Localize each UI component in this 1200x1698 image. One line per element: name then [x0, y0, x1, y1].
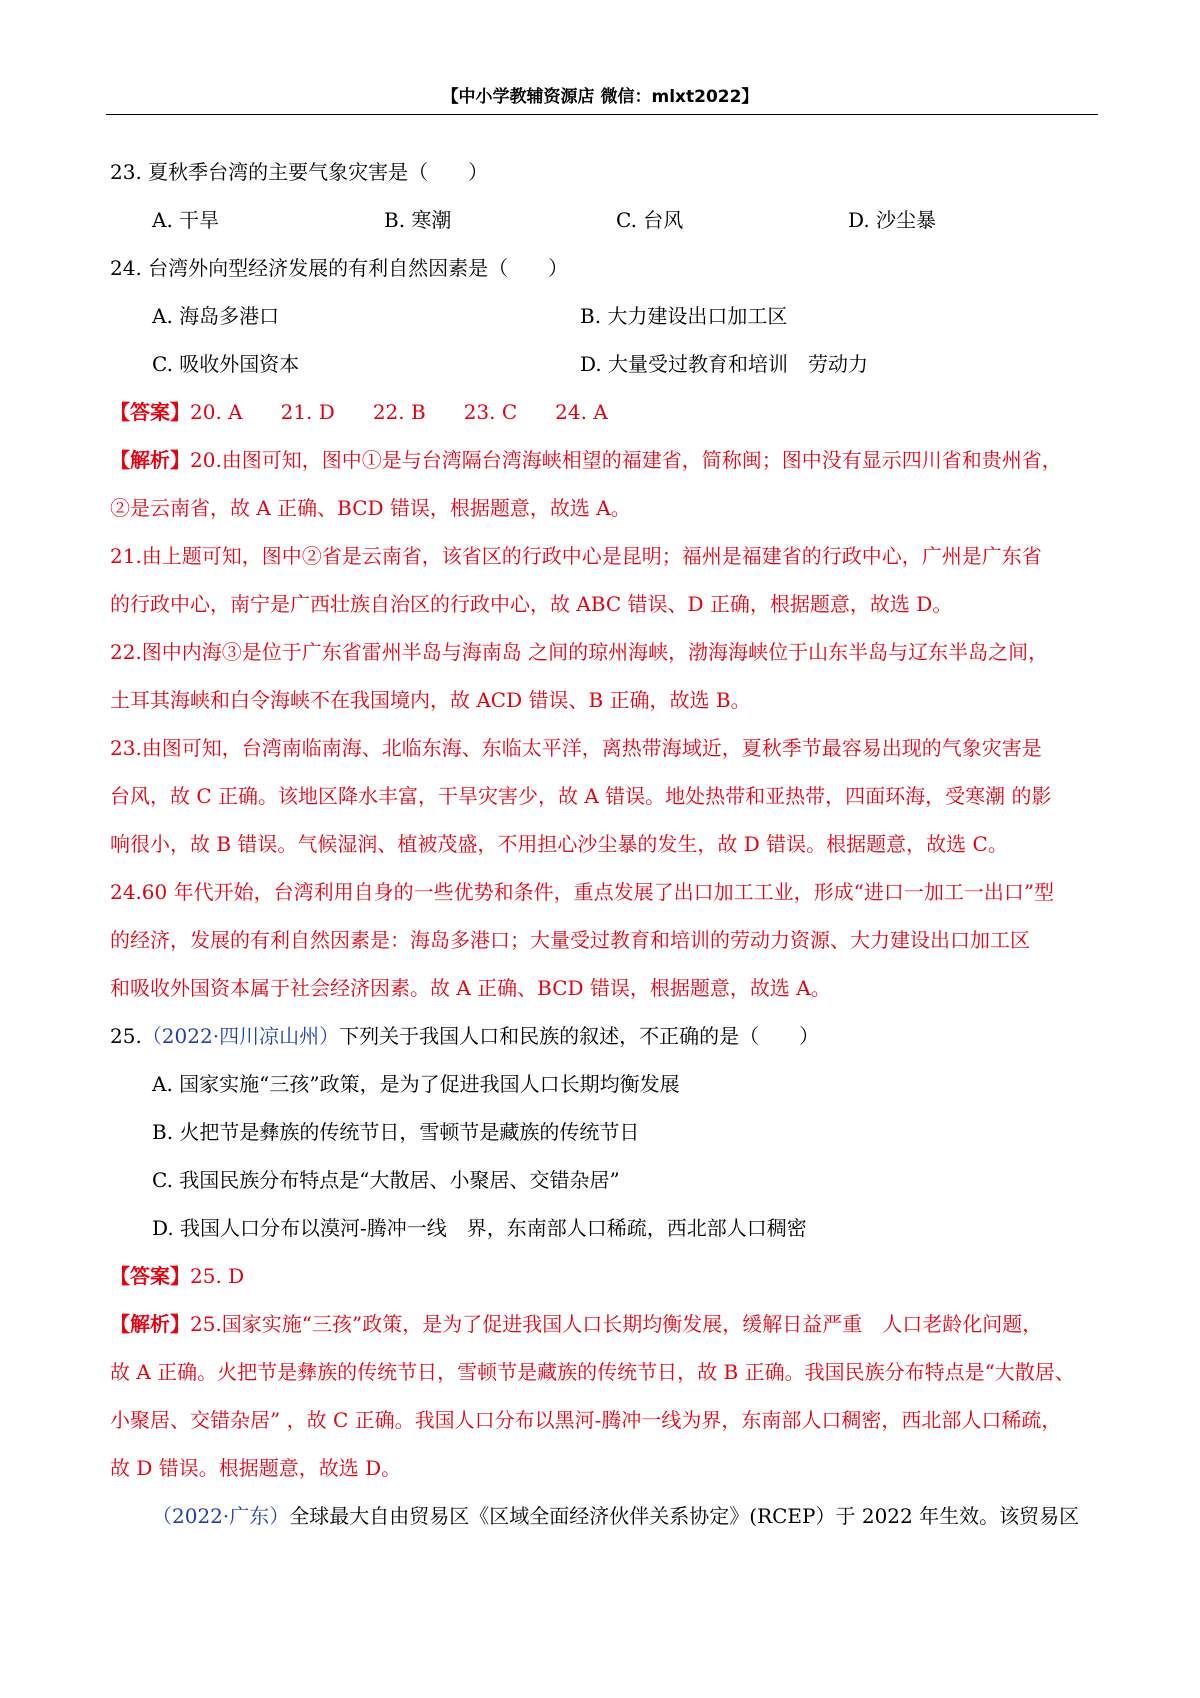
answer-item: 21. D [280, 400, 335, 424]
next-question-intro [110, 1492, 1100, 1540]
analysis-label: 【解析】 [110, 448, 190, 472]
question-23-options [110, 196, 1100, 244]
question-number: 25. [110, 1024, 142, 1048]
question-text: 全球最大自由贸易区《区域全面经济伙伴关系协定》(RCEP）于 2022 年生效。该贸易区 [289, 1504, 1080, 1528]
question-24-options-row2 [110, 340, 1100, 388]
analysis-line: ②是云南省，故 A 正确、BCD 错误，根据题意，故选 A。 [110, 496, 631, 520]
question-source: （2022·四川凉山州） [141, 1024, 340, 1048]
answer-item: 25. D [190, 1264, 245, 1288]
analysis-line: 的经济，发展的有利自然因素是：海岛多港口；大量受过教育和培训的劳动力资源、大力建设出口加工区 [110, 928, 1030, 952]
header-rule [106, 114, 1098, 115]
option-d: D. 我国人口分布以漠河-腾冲一线 界，东南部人口稀疏，西北部人口稠密 [152, 1216, 807, 1240]
question-25-stem [110, 1012, 1100, 1060]
option-b: B. 寒潮 [384, 208, 452, 232]
analysis-line: 小聚居、交错杂居” ，故 C 正确。我国人口分布以黑河-腾冲一线为界，东南部人口稠密，西北部人口稀疏， [110, 1408, 1062, 1432]
option-c: C. 台风 [616, 208, 684, 232]
option-c: C. 吸收外国资本 [152, 352, 300, 376]
question-24-stem: 24. 台湾外向型经济发展的有利自然因素是（ ） [110, 256, 569, 280]
answer-item: 20. A [190, 400, 243, 424]
analysis-line: 23.由图可知，台湾南临南海、北临东海、东临太平洋，离热带海域近，夏秋季节最容易出现的气象灾害是 [110, 736, 1042, 760]
option-d: D. 沙尘暴 [848, 208, 937, 232]
question-text: 下列关于我国人口和民族的叙述，不正确的是（ ） [339, 1024, 820, 1048]
option-b: B. 火把节是彝族的传统节日，雪顿节是藏族的传统节日 [152, 1120, 640, 1144]
option-a: A. 干旱 [152, 208, 220, 232]
option-b: B. 大力建设出口加工区 [580, 304, 788, 328]
analysis-line: 的行政中心，南宁是广西壮族自治区的行政中心，故 ABC 错误、D 正确，根据题意，故选 D。 [110, 592, 953, 616]
page-content [110, 148, 1100, 1540]
analysis-line: 24.60 年代开始，台湾利用自身的一些优势和条件，重点发展了出口加工工业，形成“进口一加工一出口”型 [110, 880, 1055, 904]
analysis-line [110, 1300, 1100, 1348]
analysis-line: 故 D 错误。根据题意，故选 D。 [110, 1456, 402, 1480]
analysis-line: 台风，故 C 正确。该地区降水丰富，干旱灾害少，故 A 错误。地处热带和亚热带，四面环海，受寒潮 的影 [110, 784, 1052, 808]
analysis-label: 【解析】 [110, 1312, 190, 1336]
analysis-line: 22.图中内海③是位于广东省雷州半岛与海南岛 之间的琼州海峡，渤海海峡位于山东半岛与辽东半岛之间， [110, 640, 1049, 664]
question-source: （2022·广东） [152, 1504, 290, 1528]
question-24-options-row1 [110, 292, 1100, 340]
option-c: C. 我国民族分布特点是“大散居、小聚居、交错杂居” [152, 1168, 620, 1192]
analysis-text: 25.国家实施“三孩”政策，是为了促进我国人口长期均衡发展，缓解日益严重 人口老龄化问题， [190, 1312, 1043, 1336]
analysis-line: 故 A 正确。火把节是彝族的传统节日，雪顿节是藏族的传统节日，故 B 正确。我国民族分布特点是“大散居、 [110, 1360, 1075, 1384]
question-23-stem: 23. 夏秋季台湾的主要气象灾害是（ ） [110, 160, 489, 184]
answer-block-20-24 [110, 388, 1100, 436]
analysis-line: 21.由上题可知，图中②省是云南省，该省区的行政中心是昆明；福州是福建省的行政中心，广州是广东省 [110, 544, 1042, 568]
page-header: 【中小学教辅资源店 微信：mlxt2022】 [441, 87, 759, 107]
answer-item: 24. A [555, 400, 608, 424]
analysis-line: 和吸收外国资本属于社会经济因素。故 A 正确、BCD 错误，根据题意，故选 A。 [110, 976, 831, 1000]
answer-block-25 [110, 1252, 1100, 1300]
analysis-line [110, 436, 1100, 484]
option-a: A. 海岛多港口 [152, 304, 280, 328]
answer-label: 【答案】 [110, 400, 190, 424]
answer-item: 22. B [372, 400, 426, 424]
option-d: D. 大量受过教育和培训 劳动力 [580, 352, 869, 376]
answer-item: 23. C [463, 400, 518, 424]
analysis-line: 响很小，故 B 错误。气候湿润、植被茂盛，不用担心沙尘暴的发生，故 D 错误。根据题意，故选 C。 [110, 832, 1008, 856]
answer-label: 【答案】 [110, 1264, 190, 1288]
analysis-line: 土耳其海峡和白令海峡不在我国境内，故 ACD 错误、B 正确，故选 B。 [110, 688, 751, 712]
option-a: A. 国家实施“三孩”政策，是为了促进我国人口长期均衡发展 [152, 1072, 680, 1096]
analysis-text: 20.由图可知，图中①是与台湾隔台湾海峡相望的福建省，简称闽；图中没有显示四川省和贵州省， [190, 448, 1062, 472]
